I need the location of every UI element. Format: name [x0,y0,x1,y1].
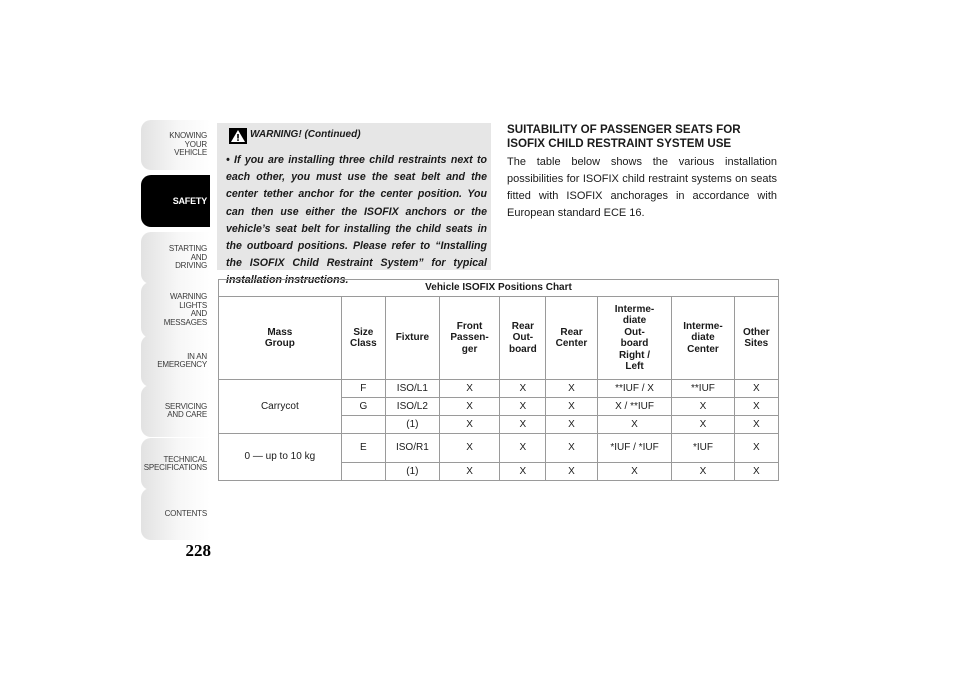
column-header-line: Right / [618,349,651,361]
table-cell: X [546,416,597,434]
table-title: Vehicle ISOFIX Positions Chart [219,280,779,297]
table-cell: G [341,398,385,416]
column-header-line: Out- [512,332,534,344]
column-header [546,297,597,380]
table-row [219,380,779,398]
tab-label: SAFETY [172,195,207,206]
table-cell: X [734,416,778,434]
column-header-line: Center [555,338,588,349]
tab-label: IN AN EMERGENCY [157,351,207,369]
table-cell: X [734,398,778,416]
tab-contents[interactable] [141,488,210,540]
table-cell: F [341,380,385,398]
column-header-line: ger [461,343,478,355]
tab-label: KNOWING YOUR VEHICLE [169,131,207,158]
table-cell: X [439,416,500,434]
table-cell: X [439,434,500,463]
tab-warning-lights[interactable] [141,282,210,338]
table-cell: **IUF [672,380,734,398]
table-cell: X [500,434,546,463]
table-cell: X [500,463,546,481]
column-header-line: Rear [560,326,583,338]
column-header-line: diate [691,332,715,344]
table-cell: X [672,416,734,434]
column-header-line: Fixture [395,332,430,344]
table-cell: X [672,398,734,416]
column-header-line: Size [353,326,374,338]
column-header [597,297,672,380]
column-header-line: board [508,343,537,355]
tab-label: TECHNICAL SPECIFICATIONS [143,454,207,472]
warning-triangle-icon [229,128,247,144]
column-header [734,297,778,380]
table-body [219,380,779,481]
table-cell: (1) [386,463,440,481]
table-cell: X [734,380,778,398]
table-row [219,434,779,463]
table-cell: X [734,434,778,463]
table-cell [341,463,385,481]
tab-in-an-emergency[interactable] [141,335,210,387]
column-header-line: Rear [511,320,534,332]
table-cell: X [672,463,734,481]
column-header-line: Left [625,361,644,372]
table-cell: X [597,416,672,434]
column-header-line: Class [350,338,377,349]
page-number: 228 [185,541,211,560]
isofix-positions-table [218,279,779,481]
mass-group-cell: Carrycot [219,380,342,434]
warning-text: • If you are installing three child restraints next to each other, you must use the seat belt and the center tether anchor for the center position. You can then use either the ISOFIX anchors or the vehicle’s seat belt for installing the child seats in the outboard positions. Please refer to “Installing the ISOFIX Child Restraint System” for typical installation instructions. [226,154,487,287]
table-cell: X [546,434,597,463]
table-cell: X [500,416,546,434]
table-cell: X [439,398,500,416]
tab-label: SERVICING AND CARE [164,401,207,419]
column-header-line: Out- [624,326,645,338]
table-cell: X [546,398,597,416]
tab-label: STARTING AND DRIVING [168,244,207,271]
table-cell: X [546,463,597,481]
table-cell: ISO/L1 [386,380,440,398]
column-header-line: Other [742,326,770,338]
table-cell: X [546,380,597,398]
tab-label: CONTENTS [164,508,207,518]
table-cell: X [500,380,546,398]
column-header [219,297,342,380]
column-header [341,297,385,380]
column-header-line: Front [456,320,483,332]
tab-knowing-your-vehicle[interactable] [141,120,210,170]
column-header-line: Interme- [614,303,655,315]
warning-box [217,123,491,287]
table-cell: X [734,463,778,481]
table-cell: **IUF / X [597,380,672,398]
column-header-line: Sites [744,338,769,349]
table-cell: *IUF [672,434,734,463]
column-header-line: Center [687,343,719,355]
tab-servicing-and-care[interactable] [141,385,210,437]
tab-label: WARNING LIGHTS AND MESSAGES [163,292,207,327]
table-cell: *IUF / *IUF [597,434,672,463]
tab-safety[interactable] [141,175,210,227]
table-cell [341,416,385,434]
column-header-line: Group [264,338,295,349]
section-intro: The table below shows the various installation possibilities for ISOFIX child restraint systems on seats fitted with ISOFIX anchorages in accordance with European standard ECE 16. [507,156,777,219]
column-header [386,297,440,380]
column-header [439,297,500,380]
table-cell: (1) [386,416,440,434]
table-cell: X [597,463,672,481]
table-cell: X [500,398,546,416]
table-cell: ISO/R1 [386,434,440,463]
column-header-line: Passen- [450,332,489,344]
table-cell: E [341,434,385,463]
table-header-row [219,297,779,380]
table-cell: X [439,380,500,398]
table-cell: X [439,463,500,481]
section-title: SUITABILITY OF PASSENGER SEATS FOR ISOFIX CHILD RESTRAINT SYSTEM USE [507,123,741,150]
column-header-line: Interme- [683,320,723,332]
tab-starting-and-driving[interactable] [141,232,210,284]
mass-group-cell: 0 — up to 10 kg [219,434,342,481]
tab-technical-specifications[interactable] [141,438,210,490]
column-header-line: board [620,338,649,349]
warning-title: WARNING! (Continued) [250,129,361,140]
column-header-line: Mass [267,326,293,338]
column-header-line: diate [622,315,647,326]
table-cell: X / **IUF [597,398,672,416]
column-header [672,297,734,380]
column-header [500,297,546,380]
table-cell: ISO/L2 [386,398,440,416]
